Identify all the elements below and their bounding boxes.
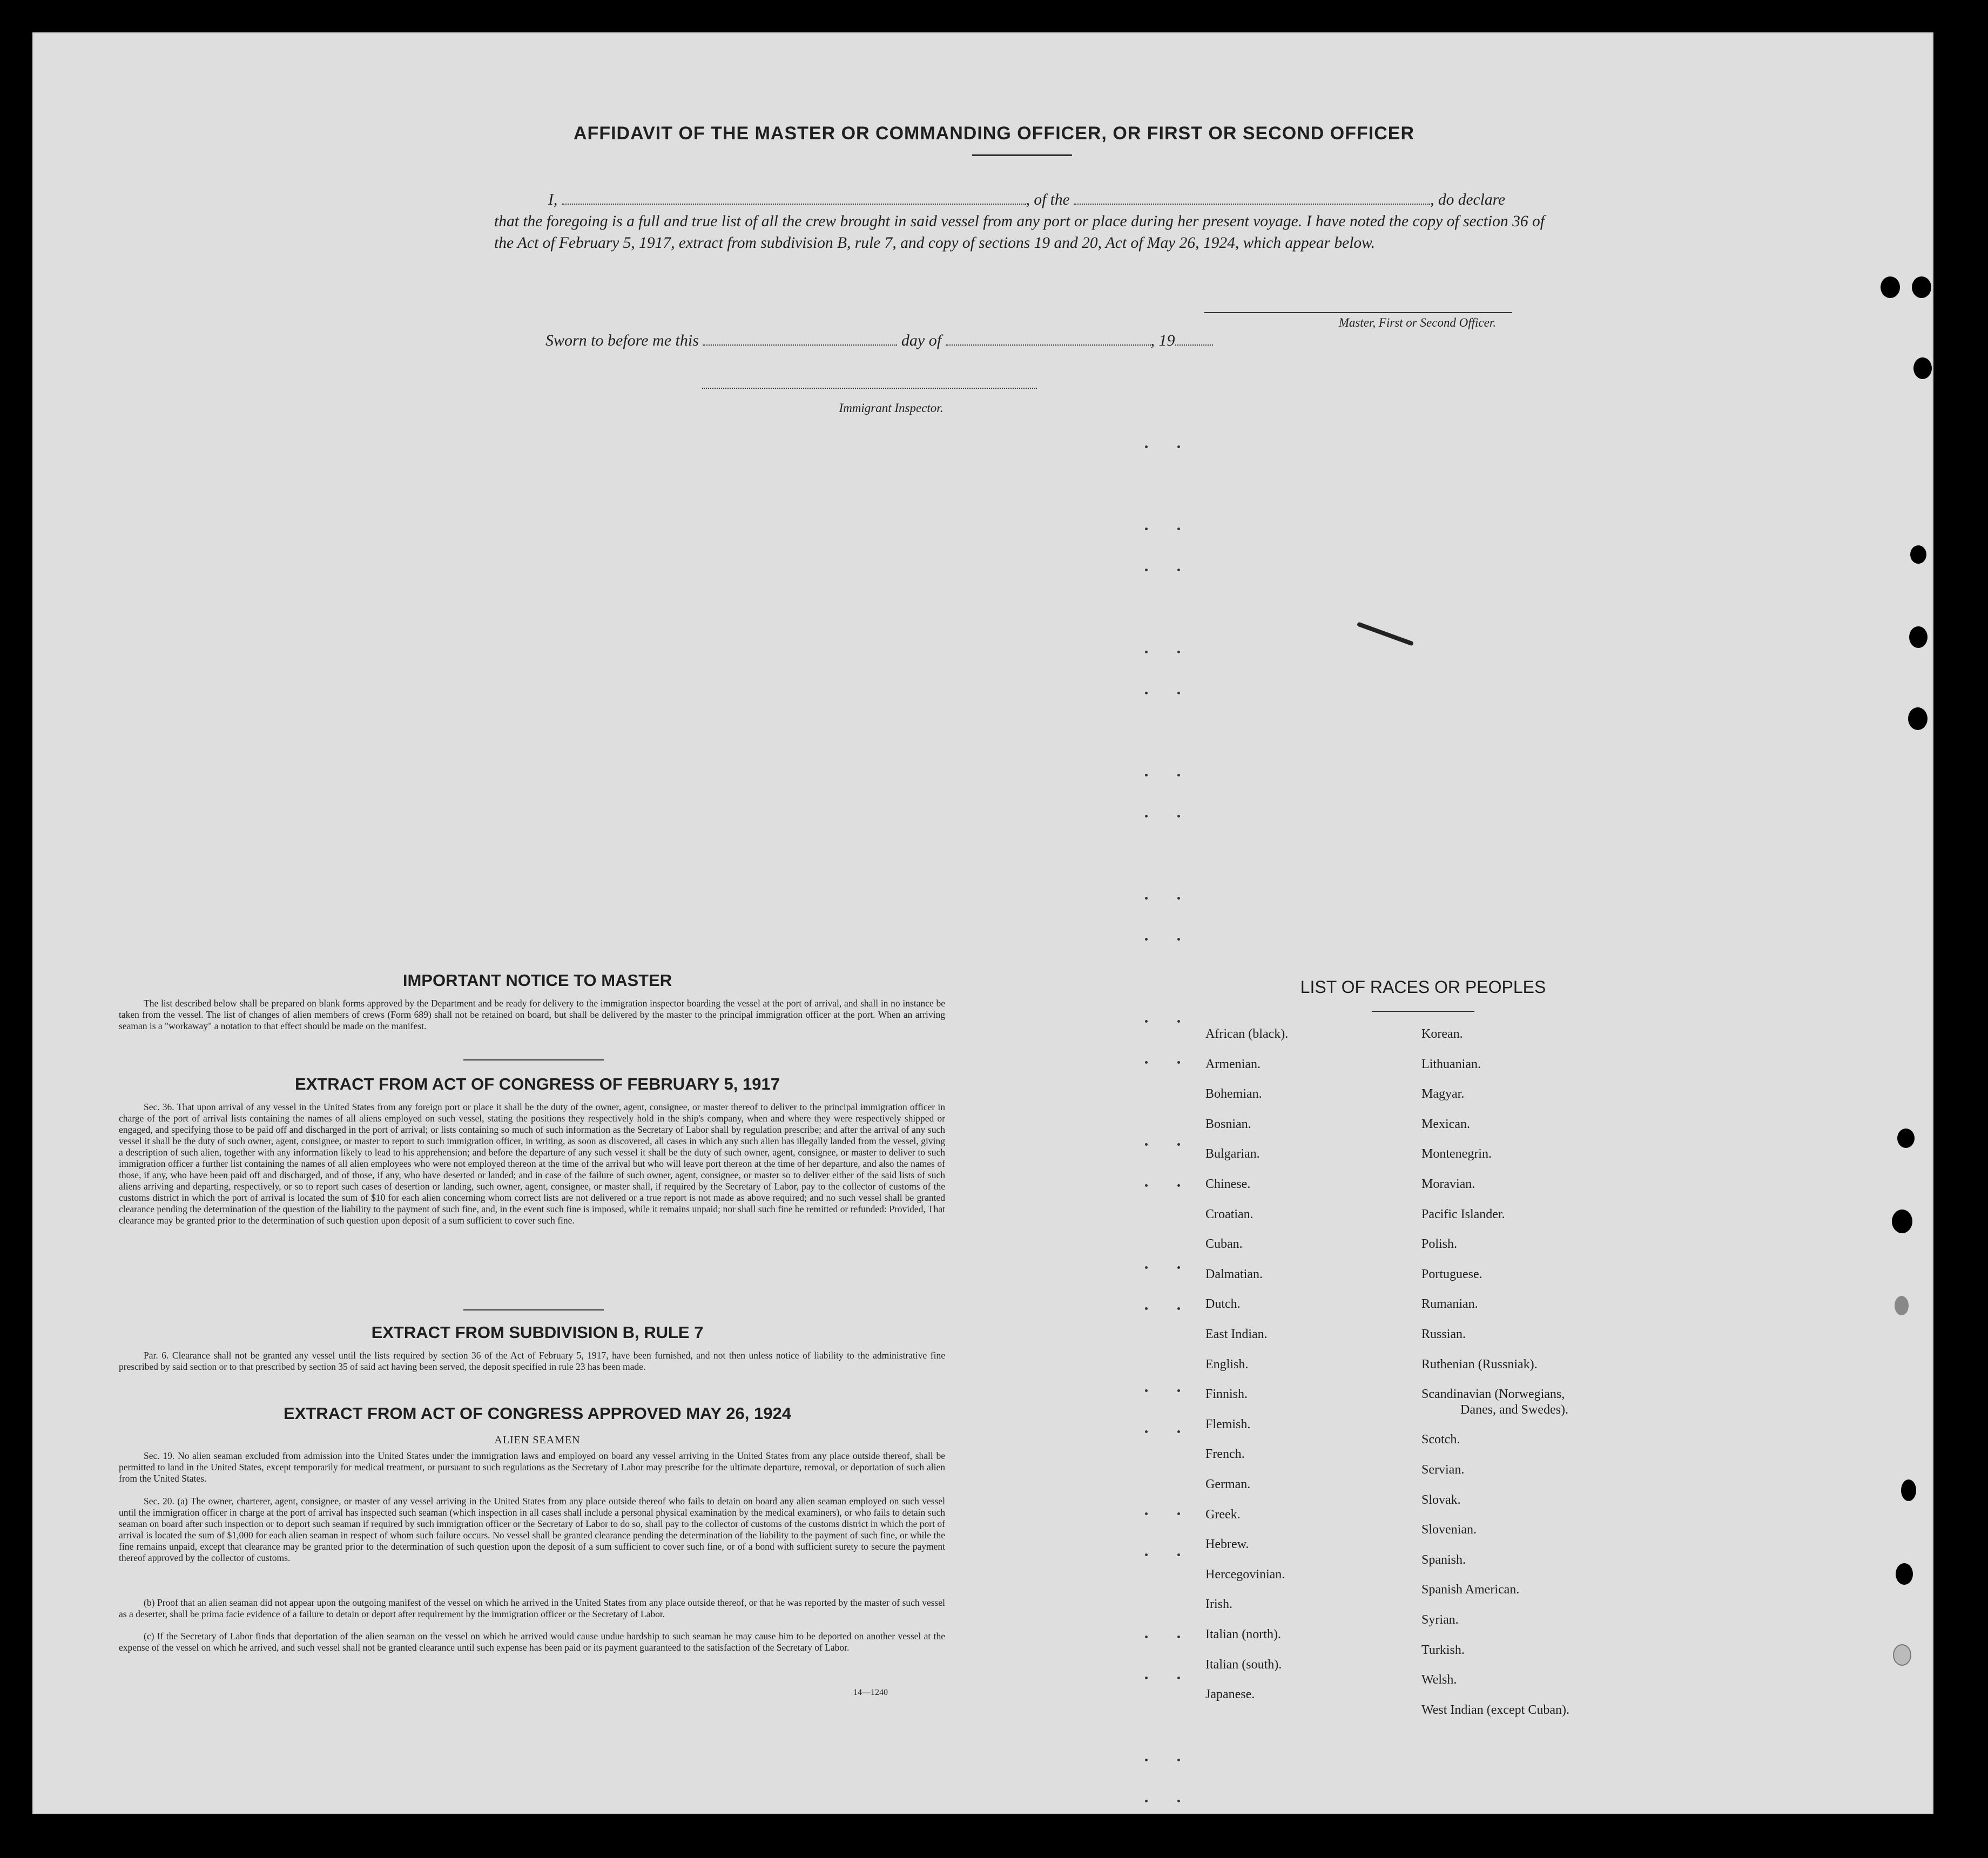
- race-item: Hercegovinian.: [1205, 1567, 1285, 1582]
- affidavit-text: [494, 189, 1545, 254]
- faint-dot: [1145, 1430, 1148, 1433]
- race-item: Syrian.: [1421, 1613, 1459, 1627]
- faint-dot: [1177, 774, 1180, 776]
- race-item: Pacific Islander.: [1421, 1207, 1505, 1221]
- race-item: Mexican.: [1421, 1117, 1470, 1131]
- form-number: 14—1240: [853, 1688, 888, 1697]
- punch-hole: [1910, 545, 1926, 564]
- race-item: Cuban.: [1205, 1237, 1243, 1252]
- punch-hole: [1892, 1210, 1912, 1233]
- section-20c-text: (c) If the Secretary of Labor finds that deportation of the alien seaman on the vessel on which he arrived would cause undue hardship to such seaman he may cause him to be deported on another vessel at the expense of the vessel on which he arrived, and such vessel shall not be granted clearance until such expense has been paid or its payment guaranteed to the satisfaction of the Secretary of Labor.: [119, 1631, 945, 1653]
- faint-dot: [1145, 445, 1148, 448]
- faint-dot: [1177, 1800, 1180, 1802]
- extract-1917-title: EXTRACT FROM ACT OF CONGRESS OF FEBRUARY 5, 1917: [295, 1075, 780, 1093]
- notice-body: The list described below shall be prepared on blank forms approved by the Department and be ready for delivery to the immigration inspector boarding the vessel at the port of arrival, and shall in no instance be taken from the vessel. The list of changes of alien members of crews (Form 689) shall not be retained on board, but shall be delivered by the master to the principal immigration officer at the port. When an arriving seaman is a "workaway" a notation to that effect should be made on the manifest.: [119, 998, 945, 1031]
- faint-dot: [1145, 1636, 1148, 1638]
- faint-dot: [1145, 1266, 1148, 1269]
- vessel-blank-line: [1074, 193, 1430, 205]
- race-item: Chinese.: [1205, 1177, 1251, 1191]
- race-item: Rumanian.: [1421, 1297, 1478, 1312]
- extract-1924-title: EXTRACT FROM ACT OF CONGRESS APPROVED MAY 26, 1924: [284, 1404, 791, 1423]
- punch-hole: [1913, 357, 1932, 379]
- i-prefix: I,: [548, 191, 558, 208]
- race-item: Italian (north).: [1205, 1627, 1281, 1641]
- punch-hole: [1896, 1563, 1913, 1585]
- extract-rule7-title: EXTRACT FROM SUBDIVISION B, RULE 7: [371, 1323, 704, 1342]
- punch-hole: [1909, 626, 1928, 648]
- sworn-prefix: Sworn to before me this: [545, 332, 699, 349]
- punch-hole: [1912, 276, 1931, 298]
- sworn-month-blank: [946, 334, 1151, 346]
- of-the-text: , of the: [1026, 191, 1070, 208]
- race-item: Spanish.: [1421, 1552, 1466, 1567]
- race-item: Danes, and Swedes).: [1460, 1402, 1568, 1417]
- punch-hole: [1897, 1129, 1915, 1148]
- race-item: Portuguese.: [1421, 1267, 1482, 1281]
- inspector-label: Immigrant Inspector.: [839, 401, 944, 415]
- faint-dot: [1177, 815, 1180, 817]
- race-item: Hebrew.: [1205, 1537, 1249, 1552]
- race-item: Turkish.: [1421, 1643, 1465, 1657]
- punch-hole: [1881, 276, 1900, 298]
- section-rule: [463, 1059, 604, 1060]
- race-item: Dutch.: [1205, 1297, 1241, 1312]
- faint-dot: [1145, 1677, 1148, 1679]
- faint-dot: [1177, 897, 1180, 900]
- signature-label: Master, First or Second Officer.: [1338, 316, 1496, 329]
- race-item: Bosnian.: [1205, 1117, 1251, 1131]
- faint-dot: [1177, 1553, 1180, 1556]
- race-item: Irish.: [1205, 1597, 1232, 1612]
- faint-dot: [1145, 528, 1148, 530]
- faint-dot: [1145, 651, 1148, 653]
- extract-rule7-body: Par. 6. Clearance shall not be granted any vessel until the lists required by section 36 of the Act of February 5, 1917, have been furnished, and not then unless notice of liability to the administrative fine prescribed by said section or to that prescribed by section 35 of said act having been served, the deposit specified in rule 23 has been made.: [119, 1350, 945, 1372]
- faint-dot: [1145, 1143, 1148, 1146]
- race-item: Welsh.: [1421, 1673, 1457, 1687]
- faint-dot: [1177, 1677, 1180, 1679]
- race-item: Dalmatian.: [1205, 1267, 1263, 1281]
- faint-dot: [1177, 1143, 1180, 1146]
- race-item: Polish.: [1421, 1237, 1458, 1252]
- inspector-line: [702, 388, 1037, 389]
- faint-dot: [1177, 1061, 1180, 1064]
- faint-dot: [1145, 1512, 1148, 1515]
- race-item: Ruthenian (Russniak).: [1421, 1357, 1538, 1371]
- section-20a-text: Sec. 20. (a) The owner, charterer, agent, consignee, or master of any vessel arriving in the United States from any place outside thereof who fails to detain on board any alien seaman employed on such vessel until the immigration officer in charge at the port of arrival has inspected such seaman (which inspection in all cases shall include a personal physical examination by the medical examiners), or who fails to detain such seaman on board after such inspection or to deport such seaman if required by such immigration officer or the Secretary of Labor to do so, shall pay to the collector of customs of the customs district in which the port of arrival is located the sum of $1,000 for each alien seaman in respect of whom such failure occurs. No vessel shall be granted clearance pending the determination of the liability to the payment of such fine, or while the fine remains unpaid, except that clearance may be granted prior to the determination of such question upon the deposit of a sum sufficient to cover such fine, or of a bond with sufficient surety to secure the payment thereof approved by the collector of customs.: [119, 1496, 945, 1563]
- race-item: Slovak.: [1421, 1492, 1461, 1507]
- faint-dot: [1177, 1389, 1180, 1392]
- race-item: Bulgarian.: [1205, 1147, 1260, 1161]
- faint-dot: [1177, 528, 1180, 530]
- extract-1917-body: Sec. 36. That upon arrival of any vessel in the United States from any foreign port or place it shall be the duty of the owner, agent, consignee, or master thereof to deliver to the principal immigration officer in charge of the port of arrival lists containing the names of all aliens employed on such vessel, stating the positions they respectively hold in the ship's company, when and where they were respectively shipped or engaged, and specifying those to be paid off and discharged in the port of arrival; or lists containing so much of such information as the Secretary of Labor shall by regulation prescribe; and after the arrival of any such vessel it shall be the duty of such owner, agent, consignee, or master to report to such immigration officer, in writing, as soon as discovered, all cases in which any such alien has illegally landed from the vessel, giving a description of such alien, together with any information likely to lead to his apprehension; and before the departure of any such vessel it shall be the duty of such owner, agent, consignee, or master to deliver to such immigration officer a further list containing the names of all alien employees who were not employed thereon at the time of the arrival but who will leave port thereon at the time of her departure, and also the names of those, if any, who have been paid off and discharged, and of those, if any, who have deserted or landed; and in case of the failure of such owner, agent, consignee, or master so to deliver either of the said lists of such aliens arriving and departing, respectively, or so to report such cases of desertion or landing, such owner, agent, consignee, or master shall, if required by the Secretary of Labor, pay to the collector of customs of the customs district in which the port of arrival is located the sum of $10 for each alien concerning whom correct lists are not delivered or a true report is not made as above required; and no such vessel shall be granted clearance pending the determination of the question of the liability to the payment of such fine, and, in the event such fine is imposed, while it remains unpaid; nor shall such fine be remitted or refunded: Provided, That clearance may be granted prior to the determination of such question upon deposit of a sum sufficient to cover such fine.: [119, 1102, 945, 1226]
- race-item: Japanese.: [1205, 1687, 1255, 1702]
- title-rule: [972, 154, 1072, 156]
- race-item: Scandinavian (Norwegians,: [1421, 1387, 1565, 1402]
- faint-dot: [1145, 1800, 1148, 1802]
- section-20b-text: (b) Proof that an alien seaman did not appear upon the outgoing manifest of the vessel on which he arrived in the United States from any place outside thereof, or that he was reported by the master of such vessel as a deserter, shall be prima facie evidence of a failure to detain or deport after requirement by the immigration officer or the Secretary of Labor.: [119, 1597, 945, 1619]
- punch-hole: [1908, 707, 1928, 730]
- race-item: Croatian.: [1205, 1207, 1254, 1221]
- races-title: LIST OF RACES OR PEOPLES: [1300, 977, 1546, 997]
- race-item: Flemish.: [1205, 1417, 1251, 1431]
- section-19-text: Sec. 19. No alien seaman excluded from admission into the United States under the immigration laws and employed on board any vessel arriving in the United States from any place outside thereof, shall be permitted to land in the United States, except temporarily for medical treatment, or pursuant to such regulations as the Secretary of Labor may prescribe for the ultimate departure, removal, or deportation of such alien from the United States.: [119, 1450, 945, 1484]
- sworn-year-blank: [1175, 334, 1213, 346]
- race-item: Servian.: [1421, 1463, 1465, 1477]
- faint-dot: [1145, 1061, 1148, 1064]
- race-item: Russian.: [1421, 1327, 1466, 1341]
- faint-dot: [1145, 1759, 1148, 1761]
- race-item: Korean.: [1421, 1027, 1463, 1041]
- name-blank-line: [562, 193, 1026, 205]
- race-item: French.: [1205, 1447, 1245, 1462]
- race-item: German.: [1205, 1477, 1251, 1491]
- signature-line: [1204, 312, 1512, 313]
- punch-hole: [1893, 1644, 1911, 1666]
- race-item: Armenian.: [1205, 1057, 1261, 1071]
- punch-hole: [1895, 1296, 1909, 1315]
- race-item: Spanish American.: [1421, 1583, 1520, 1597]
- races-title-rule: [1372, 1011, 1474, 1012]
- race-item: Italian (south).: [1205, 1657, 1282, 1672]
- faint-dot: [1145, 1553, 1148, 1556]
- race-item: Lithuanian.: [1421, 1057, 1481, 1071]
- race-item: Finnish.: [1205, 1387, 1248, 1402]
- sworn-line: [545, 332, 1213, 350]
- race-item: Scotch.: [1421, 1433, 1460, 1447]
- affidavit-body: that the foregoing is a full and true list of all the crew brought in said vessel from any port or place during her present voyage. I have noted the copy of section 36 of the Act of February 5, 1917, extract from subdivision B, rule 7, and copy of sections 19 and 20, Act of May 26, 1924, which appear below.: [494, 213, 1545, 252]
- faint-dot: [1145, 1020, 1148, 1023]
- race-item: West Indian (except Cuban).: [1421, 1702, 1569, 1717]
- faint-dot: [1145, 569, 1148, 571]
- faint-dot: [1177, 569, 1180, 571]
- race-item: Moravian.: [1421, 1177, 1475, 1191]
- faint-dot: [1145, 1389, 1148, 1392]
- race-item: East Indian.: [1205, 1327, 1268, 1341]
- race-item: English.: [1205, 1357, 1249, 1371]
- year-prefix: , 19: [1150, 332, 1175, 349]
- punch-hole: [1901, 1479, 1916, 1501]
- faint-dot: [1145, 1307, 1148, 1310]
- faint-dot: [1177, 1184, 1180, 1187]
- affidavit-title: AFFIDAVIT OF THE MASTER OR COMMANDING OFFICER, OR FIRST OR SECOND OFFICER: [574, 123, 1414, 144]
- faint-dot: [1177, 1636, 1180, 1638]
- faint-dot: [1145, 1184, 1148, 1187]
- faint-dot: [1145, 815, 1148, 817]
- race-item: Magyar.: [1421, 1087, 1465, 1102]
- race-item: Slovenian.: [1421, 1523, 1477, 1537]
- faint-dot: [1177, 1020, 1180, 1023]
- faint-dot: [1177, 445, 1180, 448]
- section-rule: [463, 1309, 604, 1310]
- extract-1924-subtitle: ALIEN SEAMEN: [494, 1434, 581, 1446]
- do-declare-text: , do declare: [1430, 191, 1506, 208]
- faint-dot: [1177, 692, 1180, 694]
- faint-dot: [1177, 1307, 1180, 1310]
- race-item: Greek.: [1205, 1507, 1241, 1522]
- day-of-text: day of: [901, 332, 942, 349]
- race-item: African (black).: [1205, 1027, 1289, 1041]
- race-item: Bohemian.: [1205, 1087, 1262, 1102]
- faint-dot: [1177, 1759, 1180, 1761]
- faint-dot: [1145, 774, 1148, 776]
- faint-dot: [1145, 897, 1148, 900]
- faint-dot: [1177, 938, 1180, 941]
- faint-dot: [1177, 1266, 1180, 1269]
- faint-dot: [1177, 651, 1180, 653]
- notice-title: IMPORTANT NOTICE TO MASTER: [402, 971, 672, 990]
- faint-dot: [1177, 1430, 1180, 1433]
- faint-dot: [1145, 692, 1148, 694]
- faint-dot: [1145, 938, 1148, 941]
- sworn-day-blank: [703, 334, 897, 346]
- faint-dot: [1177, 1512, 1180, 1515]
- race-item: Montenegrin.: [1421, 1147, 1492, 1161]
